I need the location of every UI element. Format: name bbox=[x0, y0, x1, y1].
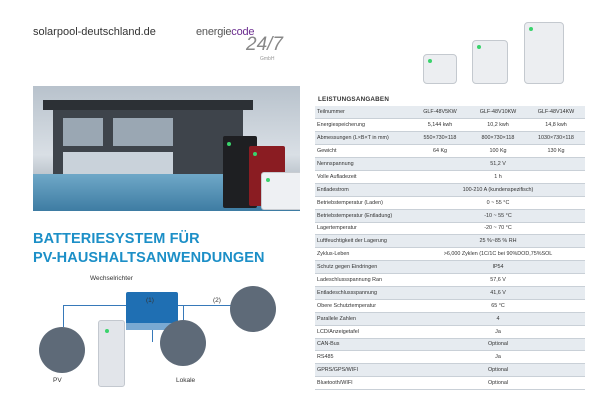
spec-value: -20 ~ 70 °C bbox=[411, 222, 585, 235]
spec-value: 25 %~85 % RH bbox=[411, 235, 585, 248]
spec-value: Optional bbox=[411, 377, 585, 390]
pv-label: PV bbox=[53, 377, 62, 384]
spec-label: Bluetooth/WIFI bbox=[315, 377, 411, 390]
spec-label: RS485 bbox=[315, 351, 411, 364]
spec-value: >6,000 Zyklen (1C/1C bei 90%DOD,75%SOL bbox=[411, 248, 585, 261]
spec-row bbox=[315, 338, 585, 351]
page-title: BATTERIESYSTEM FÜR PV-HAUSHALTSANWENDUNGEN bbox=[33, 231, 265, 266]
spec-label: Lagertemperatur bbox=[315, 222, 411, 235]
spec-row bbox=[315, 286, 585, 299]
spec-row bbox=[315, 351, 585, 364]
spec-row bbox=[315, 235, 585, 248]
spec-label: Betriebstemperatur (Laden) bbox=[315, 196, 411, 209]
spec-value: Ja bbox=[411, 351, 585, 364]
spec-value: GLF-48V5KW bbox=[411, 106, 469, 119]
spec-row bbox=[315, 158, 585, 171]
spec-label: Entladeschlussspannung bbox=[315, 286, 411, 299]
house-photo bbox=[33, 86, 303, 211]
spec-label: Zyklus-Leben bbox=[315, 248, 411, 261]
spec-row bbox=[315, 312, 585, 325]
power-grid-icon bbox=[230, 286, 276, 332]
spec-label: Betriebstemperatur (Entladung) bbox=[315, 209, 411, 222]
spec-value: Optional bbox=[411, 338, 585, 351]
product-5kw-image bbox=[423, 54, 457, 84]
battery-cabinet-image bbox=[98, 320, 125, 387]
spec-row bbox=[315, 183, 585, 196]
spec-value: 65 °C bbox=[411, 299, 585, 312]
spec-label: Gewicht bbox=[315, 145, 411, 158]
spec-value: 550×730×118 bbox=[411, 132, 469, 145]
spec-label: Entladestrom bbox=[315, 183, 411, 196]
spec-label: GPRS/GPS/WIFI bbox=[315, 364, 411, 377]
spec-row bbox=[315, 196, 585, 209]
spec-value: IP54 bbox=[411, 261, 585, 274]
spec-value: 41,6 V bbox=[411, 286, 585, 299]
spec-value: 4 bbox=[411, 312, 585, 325]
spec-row bbox=[315, 106, 585, 119]
battery-white-image bbox=[261, 172, 303, 210]
spec-label: Parallele Zahlen bbox=[315, 312, 411, 325]
spec-value: Ja bbox=[411, 325, 585, 338]
product-10kw-image bbox=[472, 40, 508, 84]
spec-value: GLF-48V10KW bbox=[469, 106, 527, 119]
spec-label: Nennspannung bbox=[315, 158, 411, 171]
spec-label: CAN-Bus bbox=[315, 338, 411, 351]
spec-value: 14,8 kwh bbox=[527, 119, 585, 132]
spec-value: 130 Kg bbox=[527, 145, 585, 158]
company-logo: energiecode 24/7 GmbH bbox=[196, 26, 283, 62]
spec-value: GLF-48V14KW bbox=[527, 106, 585, 119]
spec-value: 5,144 kwh bbox=[411, 119, 469, 132]
spec-row bbox=[315, 132, 585, 145]
spec-value: 64 Kg bbox=[411, 145, 469, 158]
spec-value: -10 ~ 55 °C bbox=[411, 209, 585, 222]
spec-row bbox=[315, 248, 585, 261]
spec-label: Abmessungen (L×B×T in mm) bbox=[315, 132, 411, 145]
spec-row bbox=[315, 325, 585, 338]
spec-value: 100 Kg bbox=[469, 145, 527, 158]
solar-panel-icon bbox=[39, 327, 85, 373]
spec-label: Luftfeuchtigkeit der Lagerung bbox=[315, 235, 411, 248]
spec-value: 800×730×118 bbox=[469, 132, 527, 145]
spec-row bbox=[315, 261, 585, 274]
product-14kw-image bbox=[524, 22, 564, 84]
specs-section-title: LEISTUNGSANGABEN bbox=[318, 96, 390, 103]
specs-table bbox=[315, 106, 585, 390]
spec-row bbox=[315, 299, 585, 312]
spec-value: 100-210 A (kundenspezifisch) bbox=[411, 183, 585, 196]
spec-value: 51,2 V bbox=[411, 158, 585, 171]
step-1-label: (1) bbox=[146, 297, 154, 304]
spec-label: Obere Schutztemperatur bbox=[315, 299, 411, 312]
spec-row bbox=[315, 145, 585, 158]
spec-label: Teilnummer bbox=[315, 106, 411, 119]
step-2-label: (2) bbox=[213, 297, 221, 304]
spec-value: 10,2 kwh bbox=[469, 119, 527, 132]
website-url: solarpool-deutschland.de bbox=[33, 26, 156, 38]
spec-label: Ladeschlussspannung Ran bbox=[315, 274, 411, 287]
spec-row bbox=[315, 364, 585, 377]
spec-row bbox=[315, 222, 585, 235]
house-illustration bbox=[53, 108, 243, 178]
spec-row bbox=[315, 209, 585, 222]
spec-row bbox=[315, 119, 585, 132]
inverter-label: Wechselrichter bbox=[90, 275, 133, 282]
spec-label: Volle Aufladezeit bbox=[315, 170, 411, 183]
spec-value: 57,6 V bbox=[411, 274, 585, 287]
spec-row bbox=[315, 377, 585, 390]
home-appliances-icon bbox=[160, 320, 206, 366]
spec-value: 1030×730×118 bbox=[527, 132, 585, 145]
spec-row bbox=[315, 274, 585, 287]
spec-value: 0 ~ 55 °C bbox=[411, 196, 585, 209]
spec-value: 1 h bbox=[411, 170, 585, 183]
spec-value: Optional bbox=[411, 364, 585, 377]
spec-label: Energiespeicherung bbox=[315, 119, 411, 132]
spec-label: Schutz gegen Eindringen bbox=[315, 261, 411, 274]
spec-label: LCD/Anzeigetafel bbox=[315, 325, 411, 338]
spec-row bbox=[315, 170, 585, 183]
load-label: Lokale bbox=[176, 377, 196, 384]
system-diagram bbox=[33, 272, 300, 417]
